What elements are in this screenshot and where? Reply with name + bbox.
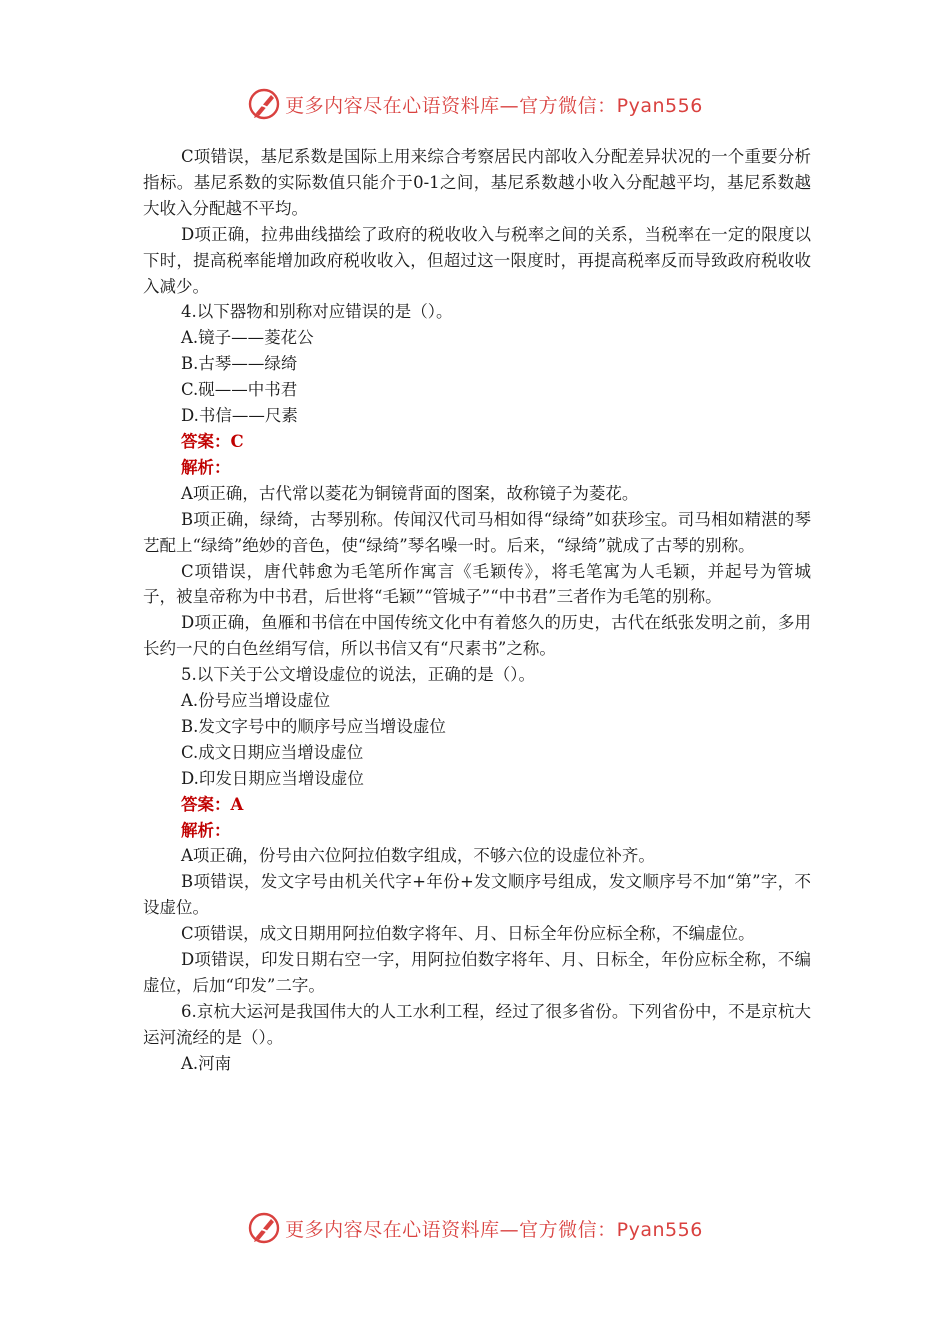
answer-option: A.镜子——菱花公 — [181, 328, 314, 348]
body-paragraph: D项正确，拉弗曲线描绘了政府的税收收入与税率之间的关系，当税率在一定的限度以下时，提高税率能增加政府税收收入，但超过这一限度时，再提高税率反而导致政府税收收入减少。 — [143, 224, 811, 296]
pen-logo-icon — [247, 1211, 281, 1245]
body-paragraph: C项错误，基尼系数是国际上用来综合考察居民内部收入分配差异状况的一个重要分析指标。基尼系数的实际数值只能介于0-1之间，基尼系数越小收入分配越平均，基尼系数越大收入分配越不平均。 — [143, 147, 811, 218]
answer-label: 答案：A — [181, 794, 244, 814]
answer-label: 解析： — [181, 820, 231, 840]
answer-option: D.书信——尺素 — [181, 406, 298, 426]
question-text: 5.以下关于公文增设虚位的说法，正确的是（）。 — [181, 665, 535, 685]
answer-option: C.砚——中书君 — [181, 380, 298, 400]
body-paragraph: A项正确，份号由六位阿拉伯数字组成，不够六位的设虚位补齐。 — [181, 846, 655, 866]
body-paragraph: B项正确，绿绮，古琴别称。传闻汉代司马相如得“绿绮”如获珍宝。司马相如精湛的琴艺配上“绿绮”绝妙的音色，使“绿绮”琴名噪一时。后来，“绿绮”就成了古琴的别称。 — [143, 509, 811, 555]
body-paragraph: C项错误，成文日期用阿拉伯数字将年、月、日标全年份应标全称，不编虚位。 — [181, 924, 755, 944]
body-paragraph: D项正确，鱼雁和书信在中国传统文化中有着悠久的历史，古代在纸张发明之前，多用长约一尺的白色丝绢写信，所以书信又有“尺素书”之称。 — [143, 613, 811, 659]
banner-text: 更多内容尽在心语资料库—官方微信：Pyan556 — [285, 1218, 703, 1241]
body-paragraph: A项正确，古代常以菱花为铜镜背面的图案，故称镜子为菱花。 — [181, 483, 639, 503]
question-text: 4.以下器物和别称对应错误的是（）。 — [181, 302, 453, 322]
document-body — [143, 144, 811, 1077]
answer-option: A.河南 — [181, 1053, 232, 1073]
body-paragraph: B项错误，发文字号由机关代字+年份+发文顺序号组成，发文顺序号不加“第”字，不设虚位。 — [143, 872, 811, 918]
answer-option: A.份号应当增设虚位 — [181, 691, 331, 711]
answer-option: D.印发日期应当增设虚位 — [181, 768, 364, 788]
pen-logo-icon — [247, 87, 281, 121]
body-paragraph: C项错误，唐代韩愈为毛笔所作寓言《毛颖传》，将毛笔寓为人毛颖，并起号为管城子，被皇帝称为中书君，后世将“毛颖”“管城子”“中书君”三者作为毛笔的别称。 — [143, 561, 811, 607]
answer-option: B.古琴——绿绮 — [181, 354, 298, 374]
footer-banner — [0, 1210, 950, 1246]
body-paragraph: D项错误，印发日期右空一字，用阿拉伯数字将年、月、日标全，年份应标全称，不编虚位，后加“印发”二字。 — [143, 950, 811, 995]
banner-text: 更多内容尽在心语资料库—官方微信：Pyan556 — [285, 94, 703, 117]
header-banner — [0, 86, 950, 122]
answer-label: 答案：C — [181, 431, 244, 451]
answer-label: 解析： — [181, 457, 231, 477]
answer-option: C.成文日期应当增设虚位 — [181, 742, 364, 762]
question-text: 6.京杭大运河是我国伟大的人工水利工程，经过了很多省份。下列省份中，不是京杭大运河流经的是（）。 — [143, 1001, 811, 1047]
answer-option: B.发文字号中的顺序号应当增设虚位 — [181, 716, 446, 736]
